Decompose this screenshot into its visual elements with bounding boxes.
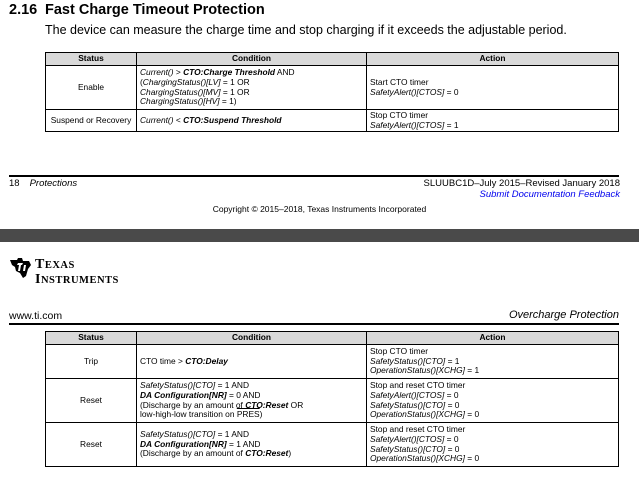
condition-text: > bbox=[173, 67, 184, 78]
condition-text: CTO:Charge Threshold bbox=[183, 67, 276, 78]
condition-text: CTO:Reset bbox=[245, 399, 289, 410]
header-section-name: Overcharge Protection bbox=[508, 309, 619, 321]
action-text: SafetyStatus()[CTO] bbox=[370, 355, 446, 366]
page-separator bbox=[0, 229, 639, 242]
action-text: = 0 bbox=[444, 86, 459, 97]
condition-text: ) bbox=[259, 409, 263, 420]
action-text: Stop CTO timer bbox=[370, 346, 429, 357]
header-condition: Condition bbox=[137, 332, 367, 345]
action-line bbox=[370, 121, 615, 131]
condition-line bbox=[140, 116, 363, 126]
condition-text: < bbox=[173, 114, 184, 125]
condition-line bbox=[140, 410, 363, 420]
table-row bbox=[46, 110, 619, 132]
header-status: Status bbox=[46, 332, 137, 345]
page-number: 18 bbox=[9, 178, 20, 189]
status-cell: Reset bbox=[46, 423, 137, 467]
table-header-row bbox=[46, 53, 619, 66]
condition-text: DA Configuration[NR] bbox=[140, 389, 227, 400]
condition-text: ChargingStatus()[MV] bbox=[140, 86, 221, 97]
table-row bbox=[46, 345, 619, 379]
document-id: SLUUBC1D–July 2015–Revised January 2018 bbox=[423, 178, 620, 189]
action-line bbox=[370, 410, 615, 420]
condition-cell bbox=[137, 110, 367, 132]
condition-text: ChargingStatus()[HV] bbox=[140, 96, 220, 107]
status-cell: Trip bbox=[46, 345, 137, 379]
logo-word-1: EXAS bbox=[44, 260, 75, 271]
condition-text: SafetyStatus()[CTO] bbox=[140, 429, 216, 440]
table-row bbox=[46, 66, 619, 110]
submit-feedback-link[interactable]: Submit Documentation Feedback bbox=[479, 189, 620, 200]
ti-logo-icon bbox=[9, 256, 35, 280]
header-action: Action bbox=[367, 332, 619, 345]
condition-text: = 1 OR bbox=[220, 86, 250, 97]
condition-text: = 1 AND bbox=[215, 380, 249, 391]
footer-right bbox=[424, 178, 620, 200]
status-cell: Reset bbox=[46, 379, 137, 423]
condition-line bbox=[140, 97, 363, 107]
condition-text: (Discharge by an amount of bbox=[140, 448, 246, 459]
condition-text: CTO:Suspend Threshold bbox=[183, 114, 282, 125]
condition-text: CTO:Delay bbox=[185, 355, 228, 366]
table-header-row bbox=[46, 332, 619, 345]
condition-text: = 1) bbox=[219, 96, 237, 107]
action-cell bbox=[367, 110, 619, 132]
action-text: SafetyStatus()[CTO] bbox=[370, 399, 446, 410]
action-text: SafetyAlert()[CTOS] bbox=[370, 86, 445, 97]
action-text: OperationStatus()[XCHG] bbox=[370, 409, 465, 420]
cto-trip-reset-table bbox=[45, 331, 619, 467]
action-text: SafetyAlert()[CTOS] bbox=[370, 119, 445, 130]
condition-text: ) bbox=[288, 448, 292, 459]
condition-text: = 1 OR bbox=[220, 76, 250, 87]
action-text: OperationStatus()[XCHG] bbox=[370, 453, 465, 464]
action-text: = 0 bbox=[444, 389, 459, 400]
cto-enable-table bbox=[45, 52, 619, 132]
action-text: = 0 bbox=[464, 409, 480, 420]
condition-text: (Discharge by an amount of bbox=[140, 399, 246, 410]
condition-text: AND bbox=[275, 67, 295, 78]
table-row bbox=[46, 379, 619, 423]
action-text: Stop CTO timer bbox=[370, 110, 429, 120]
header-rule bbox=[9, 323, 619, 325]
action-text: = 1 bbox=[464, 365, 480, 376]
footer-rule bbox=[9, 175, 619, 177]
table-row bbox=[46, 423, 619, 467]
condition-text: Current() bbox=[140, 67, 174, 78]
condition-text: low-high-low transition on bbox=[140, 409, 237, 420]
condition-line bbox=[140, 449, 363, 459]
action-cell bbox=[367, 345, 619, 379]
condition-text: PRES bbox=[236, 409, 260, 420]
action-line bbox=[370, 366, 615, 376]
action-text: Start CTO timer bbox=[370, 76, 429, 87]
condition-text: Current() bbox=[140, 114, 174, 125]
action-text: = 0 bbox=[445, 399, 460, 410]
condition-text: ( bbox=[140, 76, 143, 87]
condition-text: DA Configuration[NR] bbox=[140, 438, 227, 449]
logo-word-2: NSTRUMENTS bbox=[40, 275, 119, 286]
action-text: = 1 bbox=[445, 355, 460, 366]
action-text: SafetyAlert()[CTOS] bbox=[370, 389, 445, 400]
footer-left bbox=[9, 178, 77, 189]
action-text: = 0 bbox=[445, 443, 460, 454]
action-cell bbox=[367, 423, 619, 467]
condition-text: OR bbox=[288, 399, 304, 410]
action-text: SafetyStatus()[CTO] bbox=[370, 443, 446, 454]
status-cell: Suspend or Recovery bbox=[46, 110, 137, 132]
footer-section-name: Protections bbox=[29, 178, 78, 189]
action-line bbox=[370, 88, 615, 98]
action-text: OperationStatus()[XCHG] bbox=[370, 365, 465, 376]
section-title: Fast Charge Timeout Protection bbox=[45, 2, 265, 18]
header-action: Action bbox=[367, 53, 619, 66]
condition-cell bbox=[137, 423, 367, 467]
action-cell bbox=[367, 66, 619, 110]
condition-text: = 1 AND bbox=[226, 438, 261, 449]
section-number: 2.16 bbox=[9, 2, 38, 18]
condition-line bbox=[140, 357, 363, 367]
condition-text: = 0 AND bbox=[226, 389, 261, 400]
action-text: = 1 bbox=[444, 119, 459, 130]
condition-cell bbox=[137, 379, 367, 423]
ti-logo-text: TEXAS INSTRUMENTS bbox=[35, 257, 119, 287]
condition-cell bbox=[137, 66, 367, 110]
condition-text: ChargingStatus()[LV] bbox=[142, 76, 221, 87]
action-text: Stop and reset CTO timer bbox=[370, 424, 466, 435]
header-status: Status bbox=[46, 53, 137, 66]
section-heading bbox=[9, 2, 265, 18]
action-text: SafetyAlert()[CTOS] bbox=[370, 433, 445, 444]
section-description: The device can measure the charge time and stop charging if it exceeds the adjustable period. bbox=[45, 23, 567, 37]
action-line bbox=[370, 454, 615, 464]
action-text: = 0 bbox=[444, 433, 459, 444]
action-cell bbox=[367, 379, 619, 423]
action-text: = 0 bbox=[464, 453, 480, 464]
header-condition: Condition bbox=[137, 53, 367, 66]
copyright-notice: Copyright © 2015–2018, Texas Instruments Incorporated bbox=[212, 204, 427, 214]
condition-text: SafetyStatus()[CTO] bbox=[140, 380, 216, 391]
condition-text: CTO time > bbox=[140, 355, 186, 366]
condition-text: = 1 AND bbox=[215, 429, 249, 440]
condition-text: CTO:Reset bbox=[245, 448, 289, 459]
status-cell: Enable bbox=[46, 66, 137, 110]
condition-cell bbox=[137, 345, 367, 379]
action-text: Stop and reset CTO timer bbox=[370, 380, 466, 391]
website-url[interactable]: www.ti.com bbox=[9, 310, 63, 322]
